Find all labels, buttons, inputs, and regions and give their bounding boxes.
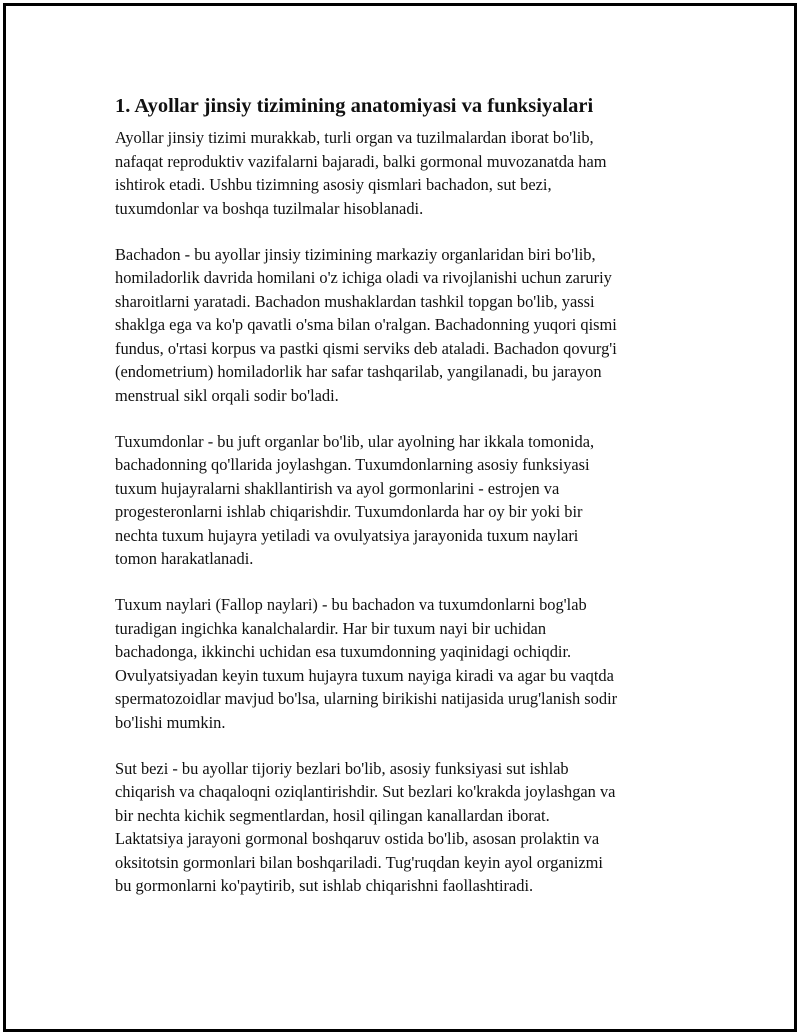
paragraph-line: nechta tuxum hujayra yetiladi va ovulyatsiya jarayonida tuxum naylari <box>115 525 579 545</box>
paragraph-line: chiqarish va chaqaloqni oziqlantirishdir. Sut bezlari ko'krakda joylashgan va <box>115 782 616 801</box>
paragraph-line: ishtirok etadi. Ushbu tizimning asosiy qismlari bachadon, sut bezi, <box>115 175 552 194</box>
paragraph-line: Laktatsiya jarayoni gormonal boshqaruv ostida bo'lib, asosan prolaktin va <box>115 829 600 848</box>
paragraph-line: bu gormonlarni ko'paytirib, sut ishlab chiqarishni faollashtiradi. <box>115 876 534 895</box>
paragraph-line: bir nechta kichik segmentlardan, hosil qilingan kanallardan iborat. <box>115 805 550 825</box>
paragraph-line: progesteronlarni ishlab chiqarishdir. Tuxumdonlarda har oy bir yoki bir <box>115 502 583 521</box>
paragraph <box>115 126 675 220</box>
paragraph-line: turadigan ingichka kanalchalardir. Har bir tuxum nayi bir uchidan <box>115 618 547 638</box>
paragraph-line: Ovulyatsiyadan keyin tuxum hujayra tuxum nayiga kiradi va agar bu vaqtda <box>115 665 614 685</box>
paragraph <box>115 243 675 408</box>
document-body <box>115 92 675 920</box>
paragraph-line: shaklga ega va ko'p qavatli o'sma bilan o'ralgan. Bachadonning yuqori qismi <box>115 315 617 334</box>
paragraph <box>115 430 675 571</box>
paragraph-line: bachadonning qo'llarida joylashgan. Tuxumdonlarning asosiy funksiyasi <box>115 455 590 474</box>
paragraph-line: fundus, o'rtasi korpus va pastki qismi serviks deb ataladi. Bachadon qovurg'i <box>115 338 617 358</box>
paragraph-line: menstrual sikl orqali sodir bo'ladi. <box>115 385 339 405</box>
paragraph-line: Ayollar jinsiy tizimi murakkab, turli organ va tuzilmalardan iborat bo'lib, <box>115 128 594 147</box>
paragraph-line: bo'lishi mumkin. <box>115 712 226 732</box>
paragraph-line: tuxum hujayralarni shakllantirish va ayol gormonlarini - estrojen va <box>115 478 560 498</box>
paragraph <box>115 757 675 898</box>
paragraph-line: Tuxum naylari (Fallop naylari) - bu bachadon va tuxumdonlarni bog'lab <box>115 595 587 614</box>
paragraph-list <box>115 126 675 898</box>
paragraph-line: Bachadon - bu ayollar jinsiy tizimining markaziy organlaridan biri bo'lib, <box>115 244 596 264</box>
paragraph-line: bachadonga, ikkinchi uchidan esa tuxumdonning yaqinidagi ochiqdir. <box>115 642 572 661</box>
paragraph-line: tuxumdonlar va boshqa tuzilmalar hisoblanadi. <box>115 198 424 218</box>
paragraph-line: sharoitlarni yaratadi. Bachadon mushaklardan tashkil topgan bo'lib, yassi <box>115 291 595 311</box>
paragraph-line: oksitotsin gormonlari bilan boshqariladi. Tug'ruqdan keyin ayol organizmi <box>115 852 603 872</box>
paragraph-line: Sut bezi - bu ayollar tijoriy bezlari bo'lib, asosiy funksiyasi sut ishlab <box>115 758 569 778</box>
paragraph-line: tomon harakatlanadi. <box>115 549 254 568</box>
paragraph <box>115 593 675 734</box>
paragraph-line: homiladorlik davrida homilani o'z ichiga oladi va rivojlanishi uchun zaruriy <box>115 268 612 287</box>
section-heading: 1. Ayollar jinsiy tizimining anatomiyasi va funksiyalari <box>115 95 594 117</box>
paragraph-line: Tuxumdonlar - bu juft organlar bo'lib, ular ayolning har ikkala tomonida, <box>115 431 595 451</box>
paragraph-line: nafaqat reproduktiv vazifalarni bajaradi, balki gormonal muvozanatda ham <box>115 151 607 171</box>
paragraph-line: (endometrium) homiladorlik har safar tashqarilab, yangilanadi, bu jarayon <box>115 362 602 381</box>
paragraph-line: spermatozoidlar mavjud bo'lsa, ularning birikishi natijasida urug'lanish sodir <box>115 689 618 708</box>
